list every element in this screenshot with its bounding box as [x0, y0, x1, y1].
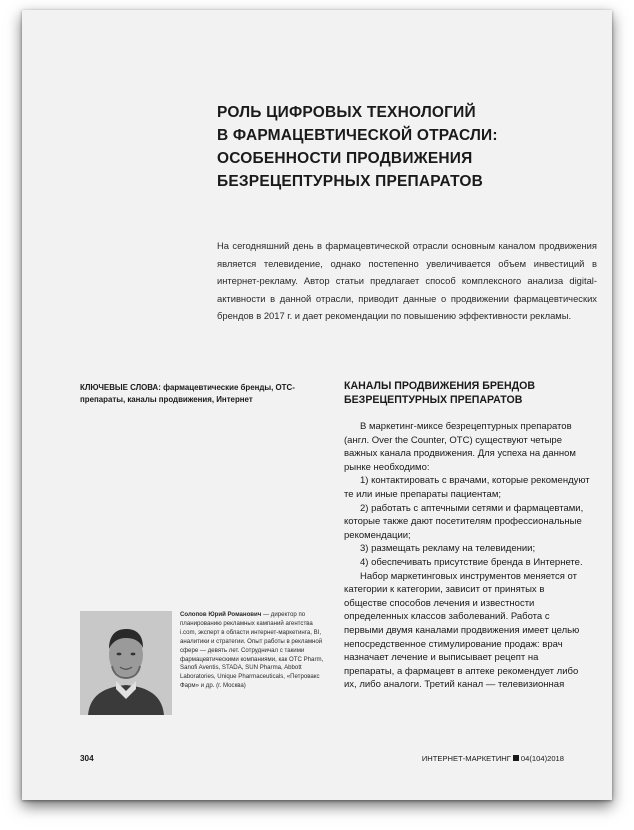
section-body — [344, 420, 590, 692]
title-line: РОЛЬ ЦИФРОВЫХ ТЕХНОЛОГИЙ — [217, 104, 476, 121]
journal-name: ИНТЕРНЕТ-МАРКЕТИНГ — [421, 754, 511, 763]
author-name: Солопов Юрий Романович — [180, 611, 262, 618]
body-list-item: 4) обеспечивать присутствие бренда в Интернете. — [360, 556, 583, 568]
journal-issue: 04(104)2018 — [520, 754, 564, 763]
keywords-text: фармацевтические бренды, ОТС-препараты, каналы продвижения, Интернет — [80, 383, 295, 404]
journal-footer — [422, 754, 564, 763]
keywords-label: КЛЮЧЕВЫЕ СЛОВА: — [80, 383, 161, 392]
author-portrait-icon — [80, 611, 172, 715]
keywords-block — [80, 382, 330, 405]
page-sheet — [22, 10, 612, 800]
title-line: В ФАРМАЦЕВТИЧЕСКОЙ ОТРАСЛИ: — [217, 127, 498, 144]
body-list-item: 2) работать с аптечными сетями и фармацевтами, которые также дают посетителям профессиональные рекомендации; — [344, 502, 584, 541]
square-icon — [513, 755, 519, 761]
section-heading-line: БЕЗРЕЦЕПТУРНЫХ ПРЕПАРАТОВ — [344, 393, 523, 406]
body-list-item: 1) контактировать с врачами, которые рекомендуют те или иные препараты пациентам; — [344, 475, 590, 500]
body-list-item: 3) размещать рекламу на телевидении; — [360, 543, 536, 555]
title-line: БЕЗРЕЦЕПТУРНЫХ ПРЕПАРАТОВ — [217, 173, 484, 190]
article-abstract: На сегодняшний день в фармацевтической отрасли основным каналом продвижения является телевидение, однако постепенно увеличивается объем инвестиций в интернет-рекламу. Автор статьи предлагает способ комплексного анализа digital-активности в данной отрасли, приводит данные о продвижении фармацевтических брендов в 2017 г. и дает рекомендации по повышению эффективности рекламы. — [217, 240, 597, 322]
author-bio: — директор по планированию рекламных кампаний агентства i.com, эксперт в области интернет-маркетинга, BI, аналитики и стратегии. Опыт работы в рекламной сфере — девять лет. Сотрудничал с такими фармацевтическими компаниями, как OTC Pharm, Sanofi Aventis, STADA, SUN Pharma, Abbott Laboratories, Unique Pharmaceuticals, «Петровакс Фарм» и др. (г. Москва) — [180, 611, 324, 690]
body-paragraph: В маркетинг-миксе безрецептурных препаратов (англ. Over the Counter, OTC) существуют четыре важных канала продвижения. Для успеха на данном рынке необходимо: — [344, 421, 576, 473]
page-number: 304 — [80, 754, 94, 763]
author-photo — [80, 611, 172, 715]
author-info — [180, 611, 330, 691]
title-line: ОСОБЕННОСТИ ПРОДВИЖЕНИЯ — [217, 150, 473, 167]
body-paragraph: Набор маркетинговых инструментов меняется от категории к категории, зависит от принятых в обществе способов лечения и известности определенных классов заболеваний. Работа с первыми двумя каналами продвижения имеет целью непосредственное стимулирование продаж: врач назначает лечение и выписывает рецепт на препараты, а фармацевт в аптеке рекомендует либо их, либо аналоги. Третий канал — телевизионная — [344, 570, 580, 691]
section-heading — [344, 380, 594, 407]
section-heading-line: КАНАЛЫ ПРОДВИЖЕНИЯ БРЕНДОВ — [344, 380, 536, 392]
article-title — [217, 101, 577, 193]
